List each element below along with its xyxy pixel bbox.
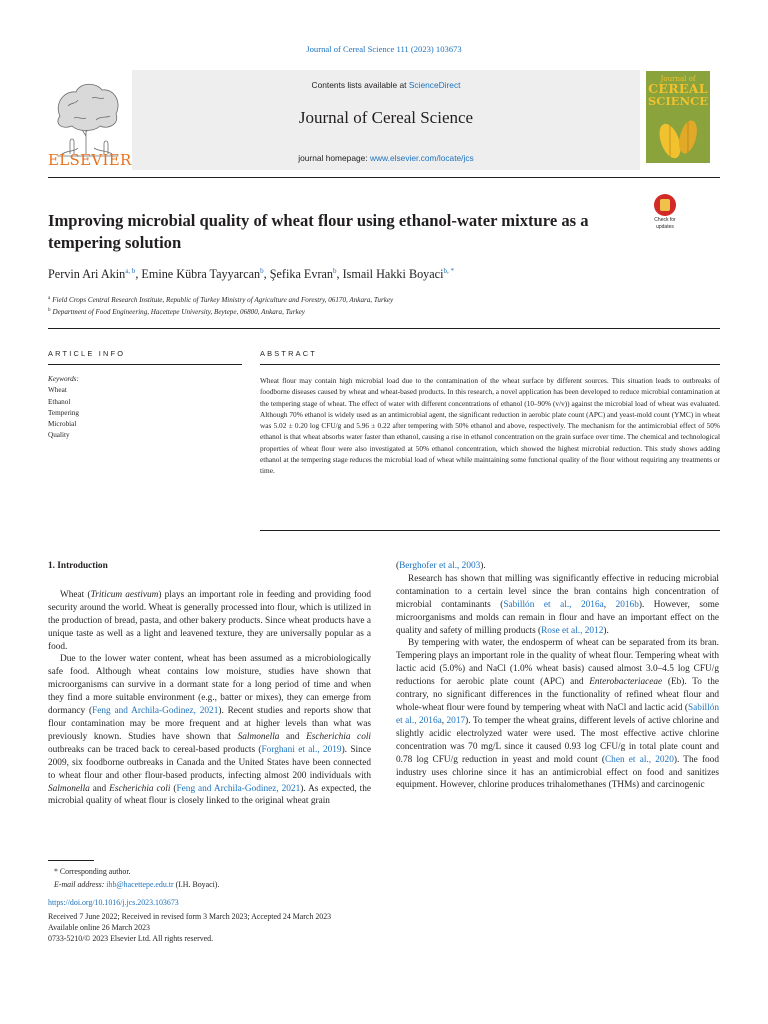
article-info-divider [48, 364, 242, 365]
affiliation-text: Department of Food Engineering, Hacettepe University, Beytepe, 06800, Ankara, Turkey [52, 308, 305, 316]
keywords-block [48, 374, 79, 442]
body-text: ). [603, 625, 609, 636]
keyword: Tempering [48, 408, 80, 417]
body-paragraph [396, 560, 719, 573]
email-suffix: (I.H. Boyaci). [173, 879, 220, 889]
author-name[interactable]: Şefika Evran [269, 267, 334, 281]
body-text: ( [170, 783, 177, 794]
citation-link[interactable]: Berghofer et al., 2003 [399, 561, 481, 571]
abstract-bottom-divider [260, 530, 720, 531]
history-line: Received 7 June 2022; Received in revised form 3 March 2023; Accepted 24 March 2023 [48, 912, 332, 921]
citation-link[interactable]: Chen et al., 2020 [604, 754, 674, 765]
journal-banner [48, 70, 720, 178]
cover-line-2: CEREAL [648, 81, 708, 96]
citation-link[interactable]: 2016b [615, 599, 639, 610]
body-text: and [279, 731, 307, 742]
footnote-divider [48, 860, 94, 861]
citation-link[interactable]: Sabillón et al., 2016a [396, 702, 719, 726]
citation-link[interactable]: Feng and Archila-Godinez, 2021 [176, 783, 301, 794]
keyword: Wheat [48, 386, 67, 395]
article-info-heading: ARTICLE INFO [48, 349, 126, 358]
section-heading-introduction: 1. Introduction [48, 561, 108, 571]
author-list: Pervin Ari Akin$^{a, b}$, Emine Kübra Tayyarcan$^b$, Şefika Evran$^b$, Ismail Hakki Boyaci$^{b, *}$ [48, 267, 454, 281]
citation-link[interactable]: 2017 [446, 715, 466, 726]
affiliation-a [48, 296, 393, 304]
journal-citation[interactable]: Journal of Cereal Science 111 (2023) 103673 [306, 44, 462, 54]
author-affiliation-marker[interactable]: b [333, 267, 337, 275]
body-text: ) plays an important role in feeding and providing food security around the world. Wheat is generally processed into flour, which is utilized in the production of bread, pasta, and other bakery products. Since wheat products have a unique taste as well as a light and leavened texture, they are universally popular as a food. [48, 589, 371, 652]
footnotes [54, 866, 219, 892]
body-text: Wheat ( [60, 589, 91, 600]
body-column-right [396, 560, 719, 792]
affiliation-text: Field Crops Central Research Institute, Republic of Turkey Ministry of Agriculture and Forestry, 06170, Ankara, Turkey [52, 296, 394, 304]
body-paragraph [396, 573, 719, 638]
citation-link[interactable]: Forghani et al., 2019 [261, 744, 342, 755]
contents-line [132, 80, 640, 90]
italic-term: Triticum aestivum [90, 589, 159, 600]
body-text: ). Recent studies and reports show that flour contamination may be more frequent and at higher levels than what was previously known. Studies have shown that [48, 706, 371, 742]
italic-term: Salmonella [237, 731, 280, 742]
author-affiliation-marker[interactable]: a, b [125, 267, 136, 275]
citation-link[interactable]: Rose et al., 2012 [541, 625, 604, 636]
abstract-divider [260, 364, 720, 365]
author-affiliation-marker[interactable]: b, * [443, 267, 454, 275]
body-text: Due to the lower water content, wheat has been assumed as a microbiologically safe food. Although wheat contains low moisture, studies have shown that microorganisms can survive in a dormant state for a long period of time and when they find a more suitable environment (e.g., batter or mixes), they can emerge from dormancy ( [48, 654, 371, 717]
body-text: ). [480, 561, 486, 571]
corresponding-author-note: * Corresponding author. [54, 867, 131, 876]
keyword: Microbial [48, 420, 77, 429]
contents-prefix: Contents lists available at [311, 80, 409, 90]
author-affiliation-marker[interactable]: b [260, 267, 264, 275]
keywords-label: Keywords: [48, 375, 79, 383]
body-column-left [48, 560, 371, 808]
body-text: By tempering with water, the endosperm of wheat can be separated from its bran. Tempering plays an important role in the quality of wheat flour. Tempering wheat with lactic acid (5.0%) and NaCl (1.0% wheat basis) caused almost 3.0–4.5 log CFU/g reductions for aerobic plate count (APC) and [396, 638, 719, 688]
wheat-grain-icon [646, 111, 710, 163]
affiliation-key: a [48, 296, 51, 301]
italic-term: Escherichia coli [306, 731, 372, 742]
body-text: outbreaks can be traced back to cereal-based products ( [48, 744, 262, 755]
body-text: ). Since 2009, six foodborne outbreaks in Canada and the United States have been connected to wheat flour and other flour-based products, infecting almost 200 individuals with [48, 744, 371, 781]
homepage-line [132, 153, 640, 163]
body-paragraph [396, 637, 719, 792]
citation-link[interactable]: Feng and Archila-Godinez, 2021 [92, 706, 219, 717]
author-name[interactable]: Pervin Ari Akin [48, 267, 126, 281]
body-text: Research has shown that milling was significantly effective in reducing microbial contamination to a certain level since the bran contains high concentration of microbial contaminants ( [396, 573, 719, 610]
body-text: and [89, 783, 110, 794]
sciencedirect-link[interactable]: ScienceDirect [408, 80, 461, 90]
keyword: Ethanol [48, 397, 71, 406]
history-line: Available online 26 March 2023 [48, 923, 150, 933]
body-paragraph [48, 589, 371, 654]
body-text: ). The food industry uses chlorine since it has an antimicrobial effect on food and sanitizes equipment. However, chlorine produces trihalomethanes (THMs) and carcinogenic [396, 754, 719, 791]
email-note [54, 879, 219, 892]
cover-line-3: SCIENCE [647, 93, 709, 108]
email-link[interactable]: ihb@hacettepe.edu.tr [106, 879, 174, 889]
journal-cover-image[interactable] [646, 71, 710, 163]
body-text: (Eb). To the contrary, no significant differences in the functionality of refined wheat flour and whole-wheat flour were found by tempering wheat with NaCl and lactic acid ( [396, 677, 719, 713]
article-history [48, 911, 331, 945]
history-line: 0733-5210/© 2023 Elsevier Ltd. All rights reserved. [48, 934, 214, 944]
italic-term: Salmonella [48, 783, 90, 794]
body-text: ). To temper the wheat grains, different levels of active chlorine and slightly acidic electrolyzed water were used. The most effective active chlorine concentration was 70 mg/L since it caused 0.93 log CFU/g in total plate count and 0.78 log CFU/g reduction in yeast and mold count ( [396, 715, 719, 765]
body-text: ). As expected, the microbial quality of wheat flour is closely linked to the original wheat grain [48, 783, 371, 807]
header-divider [48, 328, 720, 329]
journal-name: Journal of Cereal Science [298, 108, 474, 127]
body-text: ( [396, 561, 400, 571]
author-name[interactable]: Ismail Hakki Boyaci [342, 267, 444, 281]
italic-term: Enterobacteriaceae [589, 677, 663, 688]
doi-link[interactable]: https://doi.org/10.1016/j.jcs.2023.103673 [48, 898, 179, 907]
check-updates-line-2: updates [656, 224, 674, 230]
check-updates-icon [654, 194, 676, 216]
citation-link[interactable]: Sabillón et al., 2016a [503, 599, 604, 610]
check-for-updates-badge[interactable] [650, 194, 680, 228]
elsevier-logo-text: ELSEVIER [48, 151, 132, 169]
cover-line-1: Journal of [660, 75, 696, 83]
italic-term: Escherichia coli [109, 783, 171, 794]
keyword: Quality [48, 431, 70, 440]
cover-title [646, 76, 710, 107]
body-text: , [441, 715, 447, 726]
affiliation-key: b [48, 308, 51, 313]
journal-homepage-link[interactable]: www.elsevier.com/locate/jcs [369, 153, 474, 163]
email-label: E-mail address: [54, 879, 107, 889]
body-paragraph [48, 653, 371, 808]
journal-header-box [132, 70, 640, 170]
body-text: , [603, 599, 616, 610]
author-name[interactable]: Emine Kübra Tayyarcan [141, 267, 261, 281]
affiliation-b [48, 308, 305, 316]
homepage-prefix: journal homepage: [298, 153, 370, 163]
check-updates-line-1: Check for [654, 217, 676, 223]
abstract-text: Wheat flour may contain high microbial load due to the contamination of the wheat surface by different sources. This situation leads to outbreaks of foodborne diseases caused by wheat and wheat-based products. In this research, a novel application has been developed to reduce microbial contamination at the tempering stage of wheat. The effect of water with different concentrations of ethanol (10–90% (v/v)) against the microbial load of wheat was evaluated. Although 70% ethanol is widely used as an antimicrobial agent, the significant reduction in aerobic plate count (APC) and yeast-mold count (YMC) in wheat was 5.02 ± 0.20 log CFU/g and 5.96 ± 0.22 after tempering with 50% ethanol and above, respectively. The mechanism for the antimicrobial effect of 50% ethanol is that wheat absorbs water faster than ethanol, causing a rise in ethanol concentration on the grain surface over time. The chemical and technological properties of wheat flour were also investigated at 50% ethanol concentration, which showed the highest microbial reduction. This study shows adding ethanol at the tempering stage reduces the microbial load of wheat while maintaining some functional quality of the flour without requiring any treatments or time. [260, 376, 720, 476]
article-title: Improving microbial quality of wheat flour using ethanol-water mixture as a tempering solution [48, 211, 589, 252]
body-text: ). However, some microorganisms and molds can remain in flour and have an important effect on the quality and safety of milling products ( [396, 599, 719, 636]
abstract-heading: ABSTRACT [260, 349, 318, 358]
